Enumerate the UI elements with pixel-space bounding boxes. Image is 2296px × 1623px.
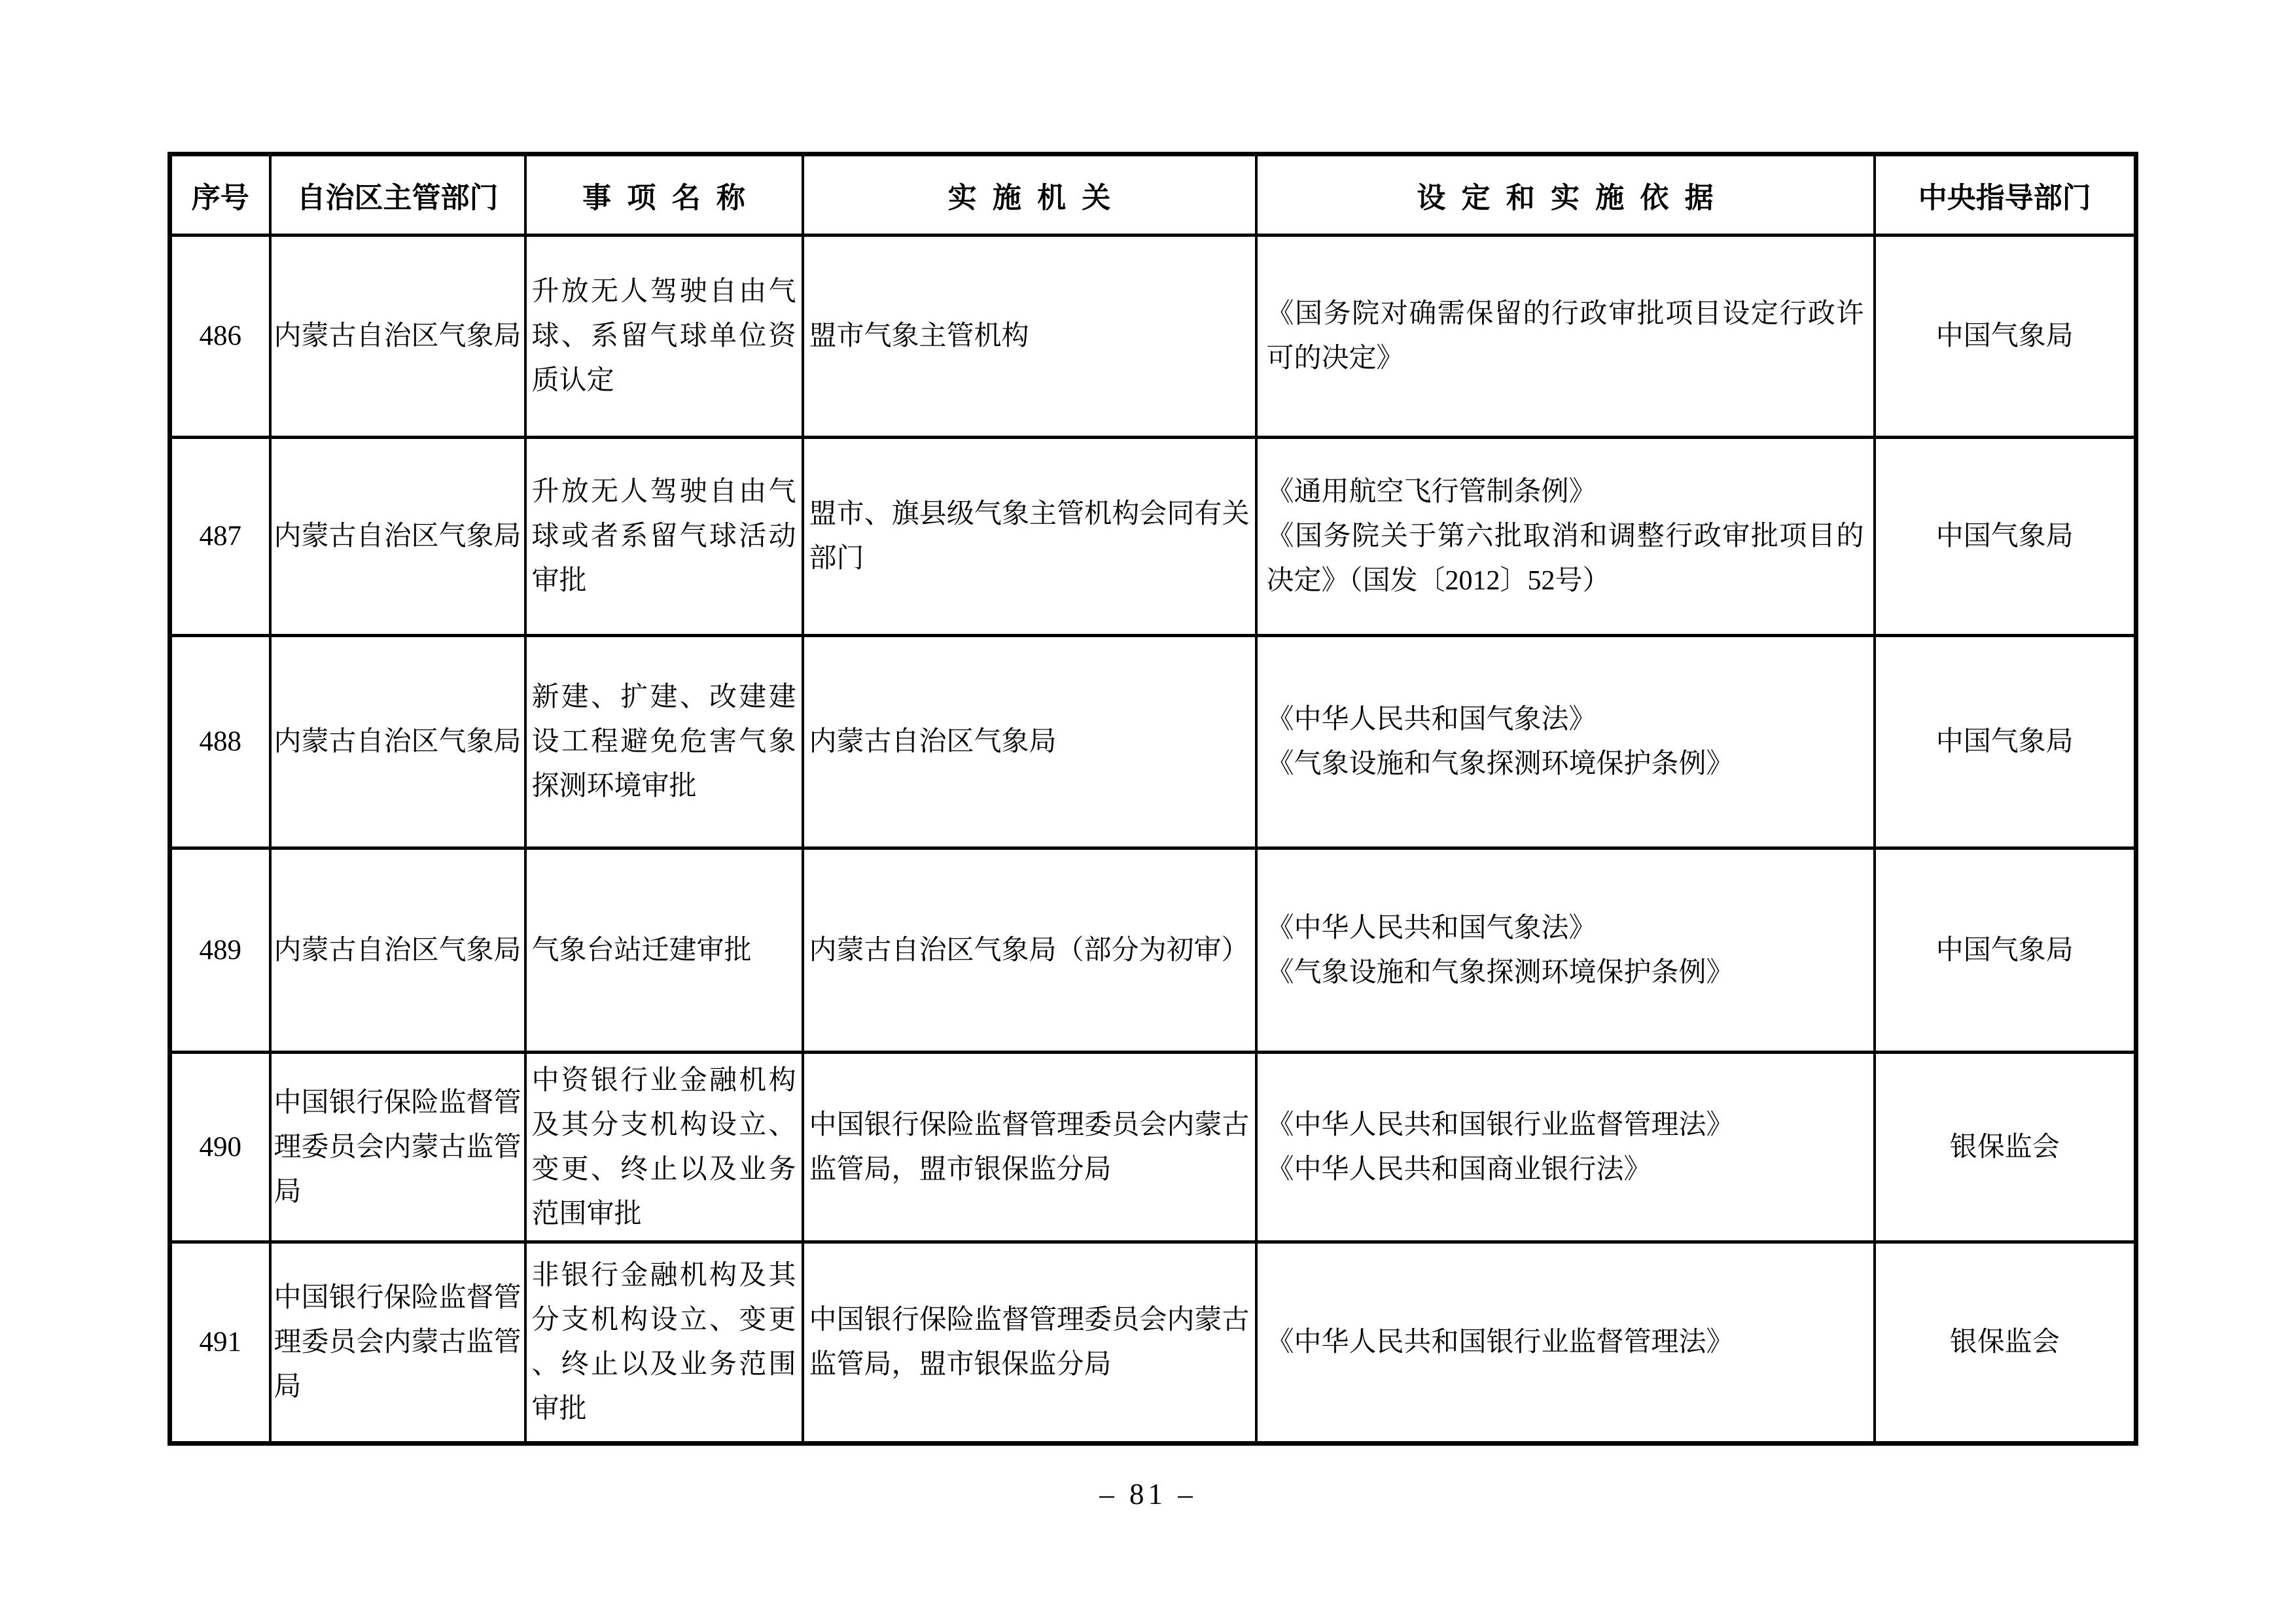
cell-central-guidance-department: 中国气象局 — [1875, 848, 2136, 1053]
cell-implementing-agency: 盟市、旗县级气象主管机构会同有关部门 — [803, 438, 1256, 636]
header-implementing-agency: 实 施 机 关 — [803, 154, 1256, 236]
cell-legal-basis — [1256, 236, 1875, 438]
cell-central-guidance-department: 银保监会 — [1875, 1242, 2136, 1444]
table-row — [170, 236, 2136, 438]
cell-implementing-agency: 盟市气象主管机构 — [803, 236, 1256, 438]
cell-region-department: 内蒙古自治区气象局 — [270, 438, 525, 636]
cell-implementing-agency: 内蒙古自治区气象局（部分为初审） — [803, 848, 1256, 1053]
legal-basis-line: 《气象设施和气象探测环境保护条例》 — [1266, 957, 1734, 988]
header-serial-number: 序号 — [170, 154, 270, 236]
legal-basis-line: 《气象设施和气象探测环境保护条例》 — [1266, 749, 1734, 779]
header-legal-basis: 设 定 和 实 施 依 据 — [1256, 154, 1875, 236]
cell-serial-number: 486 — [170, 236, 270, 438]
header-item-name: 事 项 名 称 — [525, 154, 803, 236]
table-row — [170, 438, 2136, 636]
legal-basis-line: 《中华人民共和国气象法》 — [1266, 913, 1597, 943]
legal-basis-line: 《中华人民共和国商业银行法》 — [1266, 1154, 1651, 1185]
cell-item-name: 新建、扩建、改建建设工程避免危害气象探测环境审批 — [525, 636, 803, 848]
table-row — [170, 848, 2136, 1053]
header-central-guidance-department: 中央指导部门 — [1875, 154, 2136, 236]
cell-central-guidance-department: 银保监会 — [1875, 1053, 2136, 1242]
cell-serial-number: 488 — [170, 636, 270, 848]
table-row — [170, 1242, 2136, 1444]
cell-region-department: 中国银行保险监督管理委员会内蒙古监管局 — [270, 1053, 525, 1242]
cell-implementing-agency: 中国银行保险监督管理委员会内蒙古监管局，盟市银保监分局 — [803, 1242, 1256, 1444]
table-row — [170, 1053, 2136, 1242]
table-header-row — [170, 154, 2136, 236]
cell-legal-basis — [1256, 1053, 1875, 1242]
cell-legal-basis — [1256, 438, 1875, 636]
table-row — [170, 636, 2136, 848]
cell-central-guidance-department: 中国气象局 — [1875, 236, 2136, 438]
cell-legal-basis — [1256, 848, 1875, 1053]
cell-region-department: 内蒙古自治区气象局 — [270, 636, 525, 848]
cell-legal-basis — [1256, 636, 1875, 848]
approval-items-table — [168, 152, 2138, 1446]
cell-serial-number: 490 — [170, 1053, 270, 1242]
cell-item-name: 中资银行业金融机构及其分支机构设立、变更、终止以及业务范围审批 — [525, 1053, 803, 1242]
cell-item-name: 非银行金融机构及其分支机构设立、变更、终止以及业务范围审批 — [525, 1242, 803, 1444]
cell-implementing-agency: 中国银行保险监督管理委员会内蒙古监管局，盟市银保监分局 — [803, 1053, 1256, 1242]
cell-implementing-agency: 内蒙古自治区气象局 — [803, 636, 1256, 848]
legal-basis-line: 《通用航空飞行管制条例》 — [1266, 477, 1597, 507]
cell-item-name: 气象台站迁建审批 — [525, 848, 803, 1053]
cell-serial-number: 491 — [170, 1242, 270, 1444]
cell-item-name: 升放无人驾驶自由气球或者系留气球活动审批 — [525, 438, 803, 636]
cell-item-name: 升放无人驾驶自由气球、系留气球单位资质认定 — [525, 236, 803, 438]
cell-region-department: 内蒙古自治区气象局 — [270, 236, 525, 438]
cell-central-guidance-department: 中国气象局 — [1875, 636, 2136, 848]
legal-basis-line: 《国务院对确需保留的行政审批项目设定行政许可的决定》 — [1266, 299, 1864, 374]
cell-legal-basis — [1256, 1242, 1875, 1444]
header-region-department: 自治区主管部门 — [270, 154, 525, 236]
legal-basis-line: 《中华人民共和国气象法》 — [1266, 705, 1597, 735]
cell-serial-number: 487 — [170, 438, 270, 636]
cell-region-department: 内蒙古自治区气象局 — [270, 848, 525, 1053]
legal-basis-line: 《中华人民共和国银行业监督管理法》 — [1266, 1327, 1734, 1357]
legal-basis-line: 《国务院关于第六批取消和调整行政审批项目的决定》（国发〔2012〕52号） — [1266, 521, 1864, 596]
legal-basis-line: 《中华人民共和国银行业监督管理法》 — [1266, 1109, 1734, 1140]
cell-serial-number: 489 — [170, 848, 270, 1053]
cell-region-department: 中国银行保险监督管理委员会内蒙古监管局 — [270, 1242, 525, 1444]
page-number: – 81 – — [1099, 1478, 1197, 1510]
cell-central-guidance-department: 中国气象局 — [1875, 438, 2136, 636]
